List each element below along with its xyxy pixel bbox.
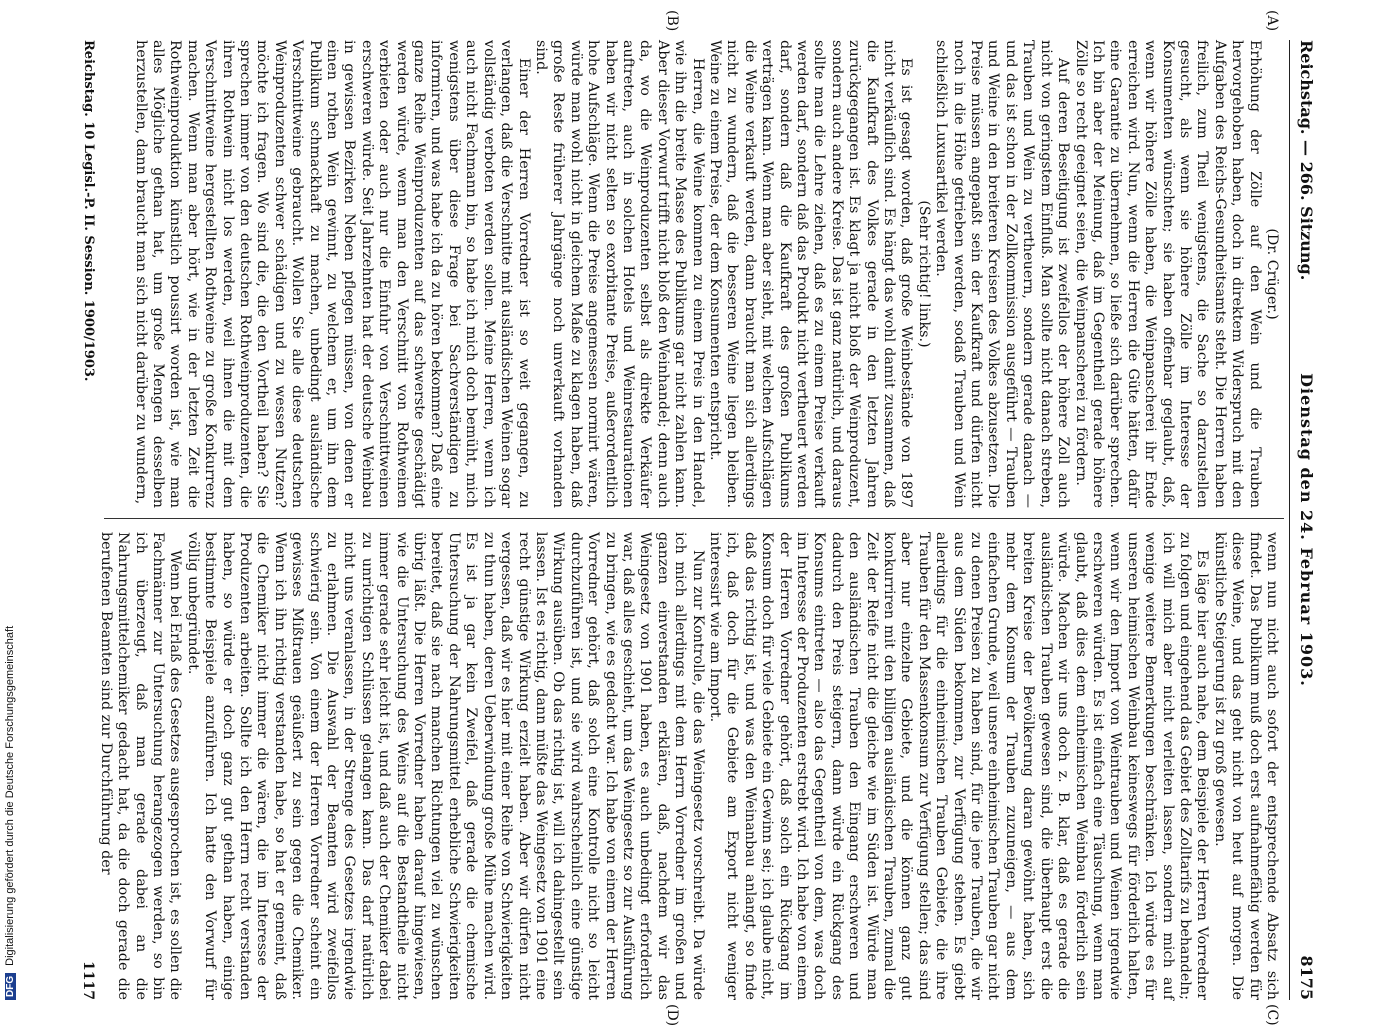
funding-note (4, 460, 18, 1000)
paragraph: Erhöhung der Zölle auf den Wein und die Trauben hervorgehoben haben, doch in direktem Widerspruch mit den Aufgaben des Reichs-Gesundheitsamts steht. Die Herren haben freilich, zum Theil wenigstens, die Sache so darzustellen gesucht, als wenn sie höhere Zölle im Interesse der Konsumenten wünschten; sie haben offenbar geglaubt, daß, wenn wir höhere Zölle haben, die Weinpanscherei ihr Ende erreichen wird. Nun, wenn die Herren die Güte hätten, dafür eine Garantie zu übernehmen, so ließe sich darüber sprechen. Ich bin aber der Meinung, daß im Gegentheil gerade höhere Zölle so recht geeignet seien, die Weinpanscherei zu fördern. (1072, 40, 1263, 508)
header-rule (1289, 40, 1290, 1000)
header-session: Reichstag. — 266. Sitzung. (1297, 40, 1316, 281)
funding-text: Digitalisierung gefördert durch die Deutsche Forschungsgemeinschaft (4, 625, 16, 966)
margin-mark-b: (B) (664, 10, 680, 32)
margin-mark-c: (C) (1264, 1004, 1280, 1026)
dfg-logo-icon: DFG (5, 973, 16, 1000)
paragraph: Es ist gesagt worden, daß große Weinbestände von 1897 nicht verkäuflich sind. Es hängt das wohl damit zusammen, daß die Kaufkraft des Volkes gerade in den letzten Jahren zurückgegangen ist. Es klagt ja nicht bloß der Weinproduzent, sondern auch andere Kreise. Das ist ganz natürlich, und daraus sollte man die Lehre ziehen, daß es zu einem Preise verkauft werden darf, sondern daß das Produkt nicht vertheuert werden darf, sondern daß die Kaufkraft des großen Publikums verträgen kann. Wenn man aber sieht, mit welchen Aufschlägen die Weine verkauft werden, dann braucht man sich allerdings nicht zu wundern, daß die besseren Weine liegen bleiben. Weine zu einem Preise, der dem Konsumenten entspricht. (707, 40, 915, 508)
right-column (96, 532, 1280, 1000)
paragraph: Wenn bei Erlaß des Gesetzes ausgesprochen ist, es sollen die Fachmänner zur Untersuchung herangezogen werden, so bin ich überzeugt, daß man gerade dabei an die Nahrungsmittelchemiker gedacht hat, da die doch gerade die berufenen Beamten sind zur Durchführung der (97, 532, 184, 1000)
paragraph: wenn nun nicht auch sofort der entsprechende Absatz sich findet. Das Publikum muß doch erst aufnahmefähig werden für diese Weine, und das geht nicht von heut auf morgen. Die künstliche Steigerung ist zu groß gewesen. (1211, 532, 1280, 1000)
header-page-number: 8175 (1297, 955, 1316, 1000)
paragraph: Es läge hier auch nahe, dem Beispiele der Herren Vorredner zu folgen und eingehend das Gebiet des Zolltarifs zu behandeln; ich will mich aber nicht verleiten lassen, sondern mich auf wenige weitere Bemerkungen beschränken. Ich würde es für unseren heimischen Weinbau keineswegs für förderlich halten, wenn wir den Import von Weintrauben und Weinen irgendwie erschweren würden. Es ist einfach eine Täuschung, wenn man glaubt, daß dies dem einheimischen Weinbau förderlich sein würde. Machen wir uns doch z. B. klar, daß es gerade die ausländischen Trauben gewesen sind, die überhaupt erst die breiten Kreise der Bevölkerung daran gewöhnt haben, sich mehr dem Konsum der Trauben zuzuneigen, — aus dem einfachen Grunde, weil unsere einheimischen Trauben gar nicht zu denen Preisen zu haben sind, für die jene Trauben, die wir aus dem Süden bekommen, zur Verfügung stehen. Es giebt allerdings für die einheimischen Trauben Gebiete, die ihre Trauben für den Massenkonsum zur Verfügung stellen; das sind aber nur einzelne Gebiete, und die können ganz gut konkurriren mit den billigen ausländischen Trauben, zumal die Zeit der Reife nicht die gleiche wie im Süden ist. Würde man den ausländischen Trauben den Eingang erschweren und dadurch den Preis steigern, dann würde ein Rückgang des Konsums eintreten — also das Gegentheil von dem, was doch im Interesse der Produzenten erstrebt wird. Ich habe von einem der Herren Vorredner gehört, daß solch ein Rückgang im Konsum doch für viele Gebiete ein Gewinn sei; ich glaube nicht, daß das richtig ist, und was den Weinanbau anlangt, so finde ich, daß doch für die Gebiete am Export nicht weniger interessirt wie am Import. (707, 532, 1211, 1000)
header-date: Dienstag den 24. Februar 1903. (1297, 373, 1316, 687)
paragraph: Einer der Herren Vorredner ist so weit gegangen, zu verlangen, daß die Verschnitte mit ausländischen Weinen sogar vollständig verboten werden sollen. Meine Herren, wenn ich auch nicht Fachmann bin, so habe ich mich doch bemüht, mich wenigstens über diese Frage bei Sachverständigen zu informiren, und was habe ich da zu hören bekommen? Daß eine ganze Reihe Weinproduzenten auf das schwerste geschädigt werden würde, wenn man den Verschnitt von Rothweinen verbieten oder auch nur die Einfuhr von Verschnittweinen erschweren würde. Seit Jahrzehnten hat der deutsche Weinbau in gewissen Bezirken Neben pflegen müssen, von denen er einen rothen Wein gewinnt, zu welchem er, um ihn dem Publikum schmackhaft zu machen, unbedingt ausländische Verschnittweine gebraucht. Wollen Sie alle diese deutschen Weinproduzenten schwer schädigen und zu wessen Nutzen? möchte ich fragen. Wo sind die, die den Vortheil haben? Sie sprechen immer von den deutschen Rothweinproduzenten, die ihren Rothwein nicht los werden, weil ihnen die mit dem Verschnittweine hergestellten Rothweine zu große Konkurrenz machen. Wenn man aber hört, wie in der letzten Zeit die Rothweinproduktion künstlich poussirt worden ist, wie man alles Mögliche gethan hat, um große Mengen desselben herzustellen, dann braucht man sich nicht darüber zu wundern, (132, 40, 532, 508)
paragraph: Herren, die Weine kommen zu einem Preis in den Handel, wie ihn die breite Masse des Publikums gar nicht zahlen kann. Aber dieser Vorwurf trifft nicht bloß den Weinhandel; denn auch da, wo die Weinproduzenten selbst als direkte Verkäufer auftreten, auch in solchen Hotels und Weinrestaurationen haben wir nicht selten so exorbitante Preise, außerordentlich hohe Aufschläge. Wenn die Preise angemessen normirt wären, würde man wohl nicht in gleichem Maße zu klagen haben, daß große Reste früherer Jahrgänge noch unverkauft vorhanden sind. (532, 40, 706, 508)
paragraph: Auf deren Beseitigung ist zweifellos der höhere Zoll auch nicht von geringstem Einfluß. Man sollte nicht danach streben, Trauben und Wein zu vertheuern, sondern gerade danach — und das ist schon in der Zollkommission ausgeführt — Trauben und Weine in den breiteren Kreisen des Volkes abzusetzen. Die Preise müssen angepaßt sein der Kaufkraft und dürfen nicht noch in die Höhe getrieben werden, sodaß Trauben und Wein schließlich Luxusartikel werden. (933, 40, 1072, 508)
column-separator (104, 518, 1284, 519)
margin-mark-d: (D) (664, 1004, 680, 1026)
paragraph: Nun zur Kontrolle, die das Weingesetz vorschreibt. Da würde ich mich allerdings mit dem Herrn Vorredner im großen und ganzen einverstanden erklären, daß, nachdem wir das Weingesetz von 1901 haben, es auch unbedingt erforderlich war, daß alles geschieht, um das Weingesetz so zur Ausführung zu bringen, wie es gedacht war. Ich habe von einem der Herren Vorredner gehört, daß solch eine Kontrolle nicht so leicht durchzuführen ist, und sie wird wahrscheinlich eine günstige Wirkung ausüben. Ob das richtig ist, will ich dahingestellt sein lassen. Ist es richtig, dann müßte das Weingesetz von 1901 eine recht günstige Wirkung erzielt haben. Aber wir dürfen nicht vergessen, daß wir es hier mit einer Reihe von Schwierigkeiten zu thun haben, deren Ueberwindung große Mühe machen wird. Es ist ja gar kein Zweifel, daß gerade die chemische Untersuchung der Nahrungsmittel erhebliche Schwierigkeiten bereitet, daß sie nach manchen Richtungen viel zu wünschen übrig läßt. Die Herren Vorredner haben darauf hingewiesen, wie die Untersuchung des Weins auf die Bestandtheile nicht immer gerade sehr leicht ist, und daß auch der Chemiker dabei zu unrichtigen Schlüssen gelangen kann. Das darf natürlich nicht uns veranlassen, in der Strenge des Gesetzes irgendwie zu erlahmen. Die Auswahl der Beamten wird zweifellos schwierig sein. Von einem der Herren Vorredner scheint ein gewisses Mißtrauen geäußert zu sein gegen die Chemiker. Wenn ich ihn richtig verstanden habe, so hat er gemeint, daß die Chemiker nicht immer die wären, die im Interesse der Produzenten arbeiten. Sollte ich den Herrn recht verstanden haben, so würde er doch ganz gut gethan haben, einige bestimmte Beispiele anzuführen. Ich hatte den Vorwurf für völlig unbegründet. (184, 532, 706, 1000)
rotated-page (60, 10, 1320, 1026)
left-column (131, 40, 1280, 508)
margin-mark-a: (A) (1264, 10, 1280, 32)
footer-legislature: Reichstag. 10 Legisl.-P. II. Session. 1900/1903. (81, 40, 96, 382)
interjection: (Sehr richtig! links.) (915, 200, 932, 348)
page-header (1292, 40, 1320, 1000)
footer-sheet-number: 1117 (80, 961, 96, 1000)
speaker-name: (Dr. Crüger.) (1264, 228, 1280, 320)
